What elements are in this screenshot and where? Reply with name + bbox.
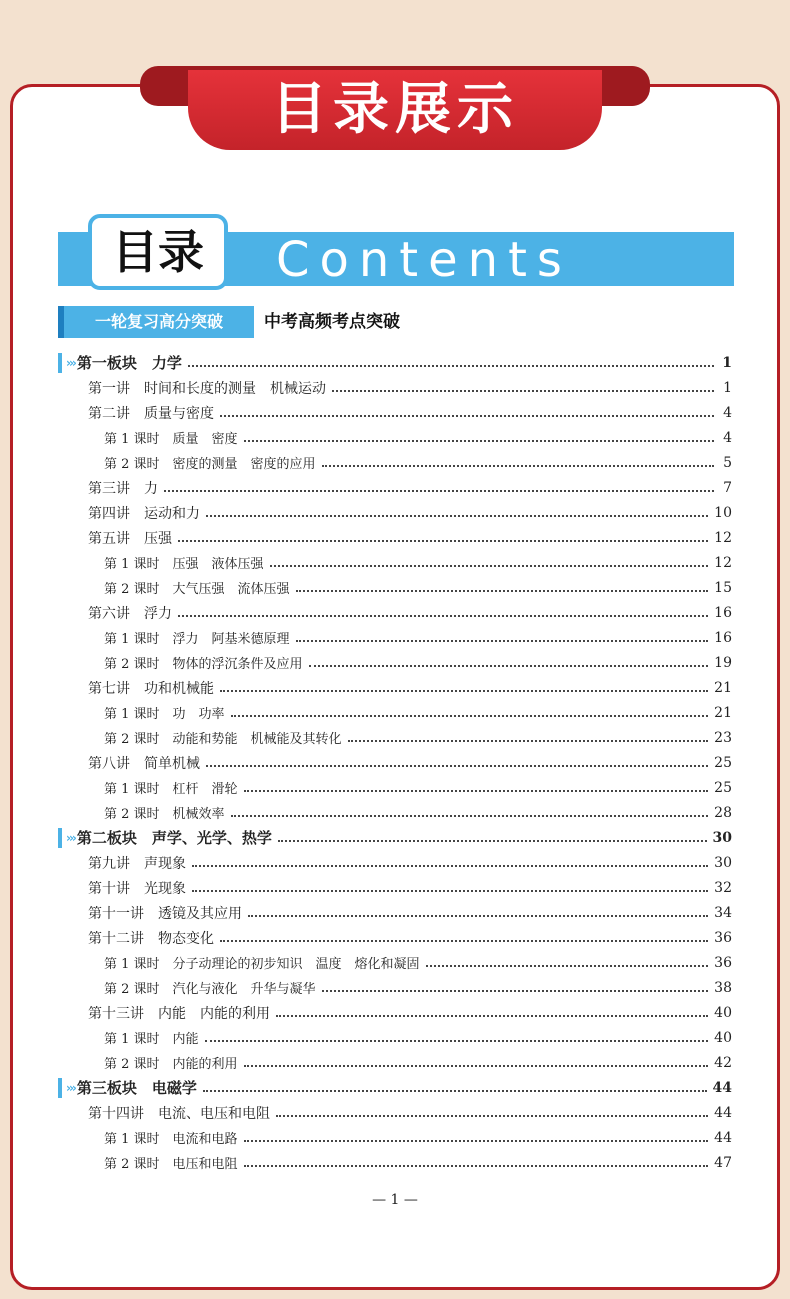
toc-lesson-row[interactable] [0,625,790,650]
toc-lecture-row[interactable] [0,750,790,775]
toc-page-number: 4 [723,429,732,446]
toc-page-number: 44 [714,1104,732,1121]
toc-page-number: 19 [714,654,732,671]
toc-lecture-row[interactable] [0,375,790,400]
toc-label: 第一讲 时间和长度的测量 机械运动 [88,380,326,397]
toc-label: 第十四讲 电流、电压和电阻 [88,1105,270,1122]
toc-page-number: 30 [714,854,732,871]
toc-page-number: 1 [723,379,732,396]
toc-label: 第三板块 电磁学 [76,1079,197,1097]
toc-page-number: 4 [723,404,732,421]
toc-lecture-row[interactable] [0,675,790,700]
dot-leader [322,464,714,467]
toc-label: 第七讲 功和机械能 [88,680,214,697]
toc-label: 第十三讲 内能 内能的利用 [88,1005,270,1022]
toc-lecture-row[interactable] [0,500,790,525]
toc-page-number: 38 [714,979,732,996]
dot-leader [332,389,714,392]
toc-page-number: 7 [723,479,732,496]
toc-label: 第十讲 光现象 [88,880,186,897]
toc-page-number: 25 [714,779,732,796]
toc-label: 第 2 课时 密度的测量 密度的应用 [104,457,316,472]
toc-label: 第九讲 声现象 [88,855,186,872]
dot-leader [231,814,709,817]
toc-label: 第四讲 运动和力 [88,505,200,522]
toc-lesson-row[interactable] [0,725,790,750]
toc-label: 第 1 课时 分子动理论的初步知识 温度 熔化和凝固 [104,957,420,972]
dot-leader [220,939,708,942]
toc-page-number: 40 [714,1029,732,1046]
toc-page-number: 36 [714,954,732,971]
toc-page-number: 28 [714,804,732,821]
toc-label: 第 2 课时 动能和势能 机械能及其转化 [104,732,342,747]
toc-lesson-row[interactable] [0,1050,790,1075]
block-marker [58,828,62,848]
dot-leader [270,564,709,567]
toc-lesson-row[interactable] [0,550,790,575]
dot-leader [276,1014,708,1017]
footer-page-number: — 1 — [372,1192,418,1208]
toc-lecture-row[interactable] [0,875,790,900]
toc-block-row[interactable] [0,825,790,850]
toc-lesson-row[interactable] [0,800,790,825]
toc-page-number: 1 [722,354,732,371]
toc-label: 第 2 课时 内能的利用 [104,1057,238,1072]
toc-label: 第 1 课时 浮力 阿基米德原理 [104,632,290,647]
dot-leader [203,1089,707,1092]
toc-label: 第 1 课时 压强 液体压强 [104,557,264,572]
toc-page-number: 12 [714,554,732,571]
dot-leader [248,914,708,917]
toc-page-number: 10 [714,504,732,521]
toc-lecture-row[interactable] [0,1100,790,1125]
toc-page-number: 16 [714,604,732,621]
toc-lesson-row[interactable] [0,775,790,800]
toc-page-number: 32 [714,879,732,896]
dot-leader [309,664,709,667]
mulu-box [88,214,228,290]
toc-label: 第 1 课时 内能 [104,1032,199,1047]
dot-leader [206,764,708,767]
toc-label: 第 2 课时 物体的浮沉条件及应用 [104,657,303,672]
toc-lesson-row[interactable] [0,950,790,975]
banner-title: 目录展示 [271,77,519,142]
toc-block-row[interactable] [0,1075,790,1100]
toc-lecture-row[interactable] [0,1000,790,1025]
toc-page-number: 34 [714,904,732,921]
toc-lecture-row[interactable] [0,400,790,425]
toc-label: 第十二讲 物态变化 [88,930,214,947]
toc-label: 第三讲 力 [88,480,158,497]
toc-page-number: 47 [714,1154,732,1171]
toc-lecture-row[interactable] [0,925,790,950]
dot-leader [220,414,714,417]
dot-leader [244,789,709,792]
toc-label: 第 1 课时 杠杆 滑轮 [104,782,238,797]
toc-page-number: 15 [714,579,732,596]
dot-leader [276,1114,708,1117]
toc-block-row[interactable] [0,350,790,375]
toc-page-number: 44 [712,1079,732,1096]
dot-leader [296,589,709,592]
dot-leader [231,714,709,717]
dot-leader [164,489,714,492]
toc-lesson-row[interactable] [0,1025,790,1050]
dot-leader [178,539,708,542]
toc-lesson-row[interactable] [0,425,790,450]
chevron-right-icon: ››› [66,830,75,845]
dot-leader [220,689,708,692]
toc-label: 第 1 课时 电流和电路 [104,1132,238,1147]
toc-lesson-row[interactable] [0,1125,790,1150]
toc-lesson-row[interactable] [0,975,790,1000]
toc-lesson-row[interactable] [0,650,790,675]
dot-leader [244,1164,709,1167]
toc-label: 第八讲 简单机械 [88,755,200,772]
block-marker [58,353,62,373]
toc-lecture-row[interactable] [0,850,790,875]
toc-label: 第 2 课时 机械效率 [104,807,225,822]
toc-page-number: 23 [714,729,732,746]
toc-page-number: 21 [714,704,732,721]
toc-label: 第 2 课时 汽化与液化 升华与凝华 [104,982,316,997]
toc-page-number: 42 [714,1054,732,1071]
dot-leader [244,1064,709,1067]
dot-leader [296,639,709,642]
toc-page-number: 12 [714,529,732,546]
toc-page-number: 25 [714,754,732,771]
block-marker [58,1078,62,1098]
toc-label: 第 2 课时 大气压强 流体压强 [104,582,290,597]
dot-leader [206,514,708,517]
contents-heading: Contents [276,232,572,288]
dot-leader [322,989,709,992]
section-title: 中考高频考点突破 [264,312,400,332]
chevron-right-icon: ››› [66,1080,75,1095]
dot-leader [192,889,708,892]
toc-lesson-row[interactable] [0,1150,790,1175]
toc-label: 第五讲 压强 [88,530,172,547]
toc-page-number: 40 [714,1004,732,1021]
title-banner [188,70,602,150]
section-tag: 一轮复习高分突破 [58,306,254,338]
toc-page-number: 44 [714,1129,732,1146]
dot-leader [188,364,714,367]
toc-page-number: 16 [714,629,732,646]
toc-page-number: 21 [714,679,732,696]
chevron-right-icon: ››› [66,355,75,370]
toc-lecture-row[interactable] [0,600,790,625]
toc-lecture-row[interactable] [0,900,790,925]
toc-label: 第十一讲 透镜及其应用 [88,905,242,922]
toc-page-number: 36 [714,929,732,946]
toc-label: 第二讲 质量与密度 [88,405,214,422]
toc-label: 第 2 课时 电压和电阻 [104,1157,238,1172]
toc-lesson-row[interactable] [0,575,790,600]
toc-label: 第 1 课时 质量 密度 [104,432,238,447]
mulu-heading: 目录 [112,225,204,279]
dot-leader [192,864,708,867]
dot-leader [178,614,708,617]
toc-lesson-row[interactable] [0,450,790,475]
toc-lesson-row[interactable] [0,700,790,725]
dot-leader [426,964,709,967]
toc-page-number: 5 [723,454,732,471]
dot-leader [244,1139,709,1142]
toc-label: 第二板块 声学、光学、热学 [76,829,272,847]
dot-leader [278,839,707,842]
toc-page-number: 30 [712,829,732,846]
toc-label: 第一板块 力学 [76,354,182,372]
toc-label: 第六讲 浮力 [88,605,172,622]
toc-lecture-row[interactable] [0,525,790,550]
toc-lecture-row[interactable] [0,475,790,500]
dot-leader [205,1039,709,1042]
dot-leader [244,439,714,442]
dot-leader [348,739,709,742]
toc-label: 第 1 课时 功 功率 [104,707,225,722]
